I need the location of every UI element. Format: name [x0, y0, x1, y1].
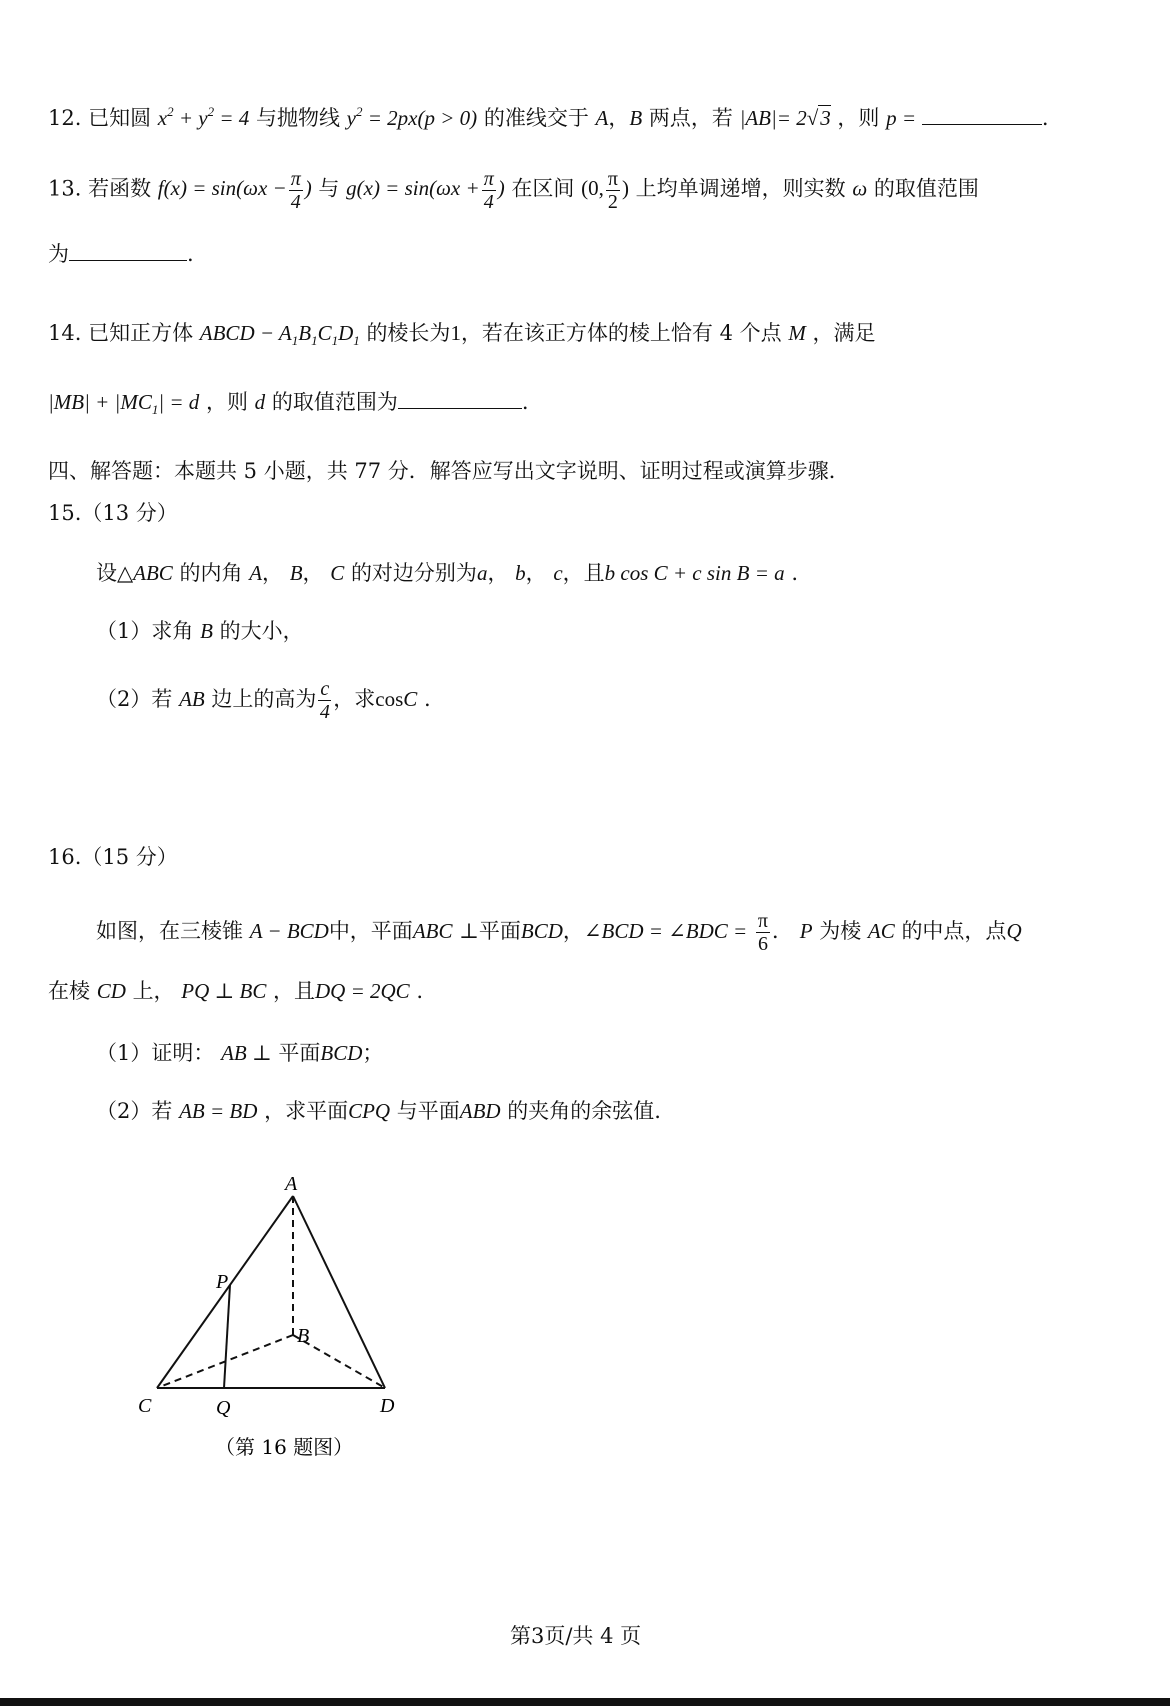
edge-PQ — [224, 1285, 230, 1388]
edge-AD — [293, 1196, 385, 1388]
distance-sum: $|MB| + |MC_1| = d$ — [48, 390, 200, 417]
circle-equation: $x^2 + y^2 = 4$ — [157, 104, 250, 130]
label-C: C — [138, 1395, 152, 1417]
question-16-stem-cont: 在棱 CD 上， PQ ⊥ BC ，且DQ = 2QC . — [48, 979, 424, 1003]
question-15-part-1: （1）求角 B 的大小， — [96, 619, 304, 643]
answer-blank[interactable] — [69, 240, 187, 261]
answer-blank[interactable] — [922, 104, 1042, 125]
question-16-stem: 如图，在三棱锥 A − BCD中，平面ABC ⊥平面BCD，∠BCD = ∠BDC = $\frac{\pi}{6}$ ． P 为棱 AC 的中点，点Q — [96, 910, 1022, 955]
question-16-part-2: （2）若 AB = BD ，求平面CPQ 与平面ABD 的夹角的余弦值. — [96, 1099, 661, 1123]
question-15-header: 15.（13 分） — [48, 501, 178, 525]
pi-over-6: $\frac{\pi}{6}$ — [757, 910, 769, 955]
question-number: 14. — [48, 321, 82, 345]
pyramid-figure — [120, 1160, 440, 1460]
interval: (0, $\frac{\pi}{2}$ ) — [581, 168, 629, 213]
chord-length: |AB|= 2√3 — [739, 106, 831, 130]
question-16-part-1: （1）证明： AB ⊥ 平面BCD； — [96, 1041, 384, 1065]
label-D: D — [380, 1395, 395, 1417]
question-13: 13. 若函数 f(x) = sin(ωx − $\frac{\pi}{4}$ ) 与 g(x) = sin(ωx + $\frac{\pi}{4}$ ) 在区间 (0, $\frac{\pi}{2}$ ) 上均单调递增，则实数 ω 的取值范围 — [48, 168, 979, 213]
label-A: A — [285, 1173, 298, 1195]
section-heading: 四、解答题：本题共 5 小题，共 77 分．解答应写出文字说明、证明过程或演算步骤． — [48, 459, 850, 483]
page-footer: 第3页/共 4 页 — [510, 1624, 642, 1648]
parabola-equation: $y^2 = 2px(p > 0)$ — [346, 104, 478, 130]
question-13-cont: 为 . — [48, 242, 194, 266]
question-15-part-2: （2）若 AB 边上的高为 $\frac{c}{4}$ ，求cosC . — [96, 678, 431, 723]
question-12: 12. 已知圆 $x^2 + y^2 = 4$ 与抛物线 $y^2 = 2px(p > 0)$ 的准线交于 A，B 两点，若 |AB|= 2√3 ，则 p = . — [48, 104, 1049, 130]
figure-caption: （第 16 题图） — [215, 1435, 354, 1459]
condition-equation: b cos C + c sin B = a — [604, 561, 785, 585]
label-Q: Q — [216, 1397, 231, 1419]
question-14-cont: $|MB| + |MC_1| = d$ ，则 d 的取值范围为 . — [48, 390, 529, 417]
answer-blank[interactable] — [398, 388, 522, 409]
question-14: 14. 已知正方体 ABCD − $A_1B_1C_1D_1$ 的棱长为1，若在该正方体的棱上恰有 4 个点 M ，满足 — [48, 321, 876, 348]
cube-name: ABCD − $A_1B_1C_1D_1$ — [199, 321, 360, 348]
question-16-header: 16.（15 分） — [48, 845, 178, 869]
label-B: B — [297, 1325, 310, 1347]
bottom-rule — [0, 1698, 1170, 1706]
label-P: P — [216, 1271, 229, 1293]
height-fraction: $\frac{c}{4}$ — [319, 678, 330, 723]
question-number: 12. — [48, 106, 82, 130]
function-f: f(x) = sin(ωx − $\frac{\pi}{4}$ ) — [157, 168, 312, 213]
function-g: g(x) = sin(ωx + $\frac{\pi}{4}$ ) — [346, 168, 505, 213]
question-number: 13. — [48, 176, 82, 201]
question-15-stem: 设△ABC 的内角 A， B， C 的对边分别为a， b， c，且b cos C + c sin B = a . — [96, 561, 799, 585]
angle-equation: ∠BCD = ∠BDC = — [583, 919, 748, 943]
